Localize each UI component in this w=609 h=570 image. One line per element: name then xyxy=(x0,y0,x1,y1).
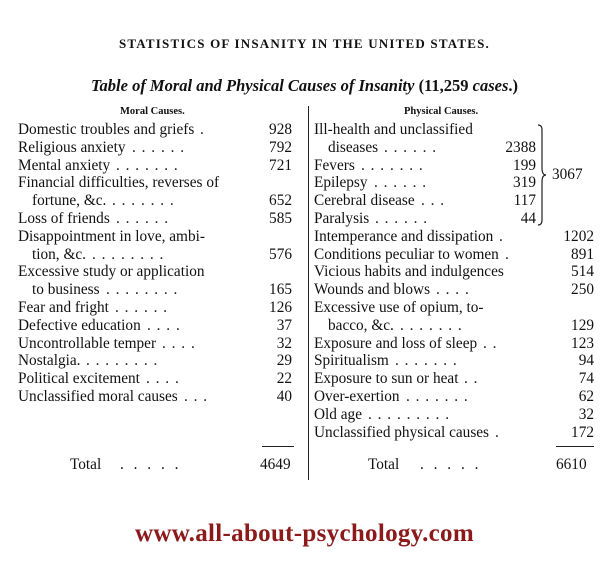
row-value: 126 xyxy=(269,298,292,316)
row-leader-dots: . . . . . . xyxy=(375,209,429,227)
moral-sum-line xyxy=(262,446,294,447)
row-value: 74 xyxy=(578,370,594,388)
table-row xyxy=(18,246,298,264)
moral-total-label: Total xyxy=(70,456,102,473)
physical-total-label: Total xyxy=(368,456,400,473)
row-leader-dots: . . . . . . xyxy=(384,138,438,156)
table-row xyxy=(18,352,298,370)
row-value: 129 xyxy=(571,316,594,334)
row-leader-dots: . . . . xyxy=(162,334,196,352)
physical-sum-line xyxy=(556,446,594,447)
row-value: 117 xyxy=(513,192,536,210)
row-leader-dots: . . . . . . . . xyxy=(92,245,165,263)
row-leader-dots: . . . . . . xyxy=(374,174,428,192)
row-leader-dots: . . . xyxy=(184,387,209,405)
row-label: Uncontrollable temper xyxy=(18,334,157,352)
row-label: Religious anxiety xyxy=(18,138,126,156)
table-row xyxy=(18,121,298,139)
row-leader-dots: . . . . . . . xyxy=(112,192,175,210)
table-row xyxy=(314,139,594,157)
row-leader-dots: . . . . . . xyxy=(115,298,169,316)
row-label: Political excitement xyxy=(18,370,140,388)
moral-column-title: Moral Causes. xyxy=(120,106,185,117)
row-value: 1202 xyxy=(563,227,594,245)
row-value: 652 xyxy=(269,192,292,210)
row-label: Fear and fright xyxy=(18,298,109,316)
brace-icon xyxy=(537,124,547,226)
row-label: diseases xyxy=(328,138,379,156)
subheading-title: Table of Moral and Physical Causes of Insanity xyxy=(90,76,415,95)
row-label: Epilepsy xyxy=(314,174,368,192)
row-value: 319 xyxy=(513,174,536,192)
table-row xyxy=(314,388,594,406)
row-value: 928 xyxy=(269,121,292,138)
table-row xyxy=(18,192,298,210)
row-value: 123 xyxy=(571,334,594,352)
row-label: to business xyxy=(32,281,100,299)
table-row xyxy=(314,370,594,388)
row-value: 62 xyxy=(578,387,594,405)
table-row xyxy=(314,424,594,442)
row-value: 32 xyxy=(578,405,594,423)
physical-total-dots: . . . . . xyxy=(420,456,482,473)
table-row xyxy=(18,299,298,317)
row-leader-dots: . xyxy=(499,227,504,245)
row-label: Mental anxiety xyxy=(18,156,111,174)
row-value: 2388 xyxy=(505,138,536,156)
table-row xyxy=(18,228,298,246)
row-label: bacco, &c. xyxy=(328,316,394,334)
row-leader-dots: . . . . . . . . xyxy=(106,281,179,299)
case-count-close: .) xyxy=(508,76,519,95)
row-label: Old age xyxy=(314,405,362,423)
row-label: Loss of friends xyxy=(18,209,110,227)
row-leader-dots: . . . . . . . xyxy=(400,316,463,334)
table-row xyxy=(314,317,594,335)
row-value: 22 xyxy=(276,370,292,388)
row-value: 792 xyxy=(269,138,292,156)
row-leader-dots: . . . . . . . . . xyxy=(368,405,451,423)
row-value: 721 xyxy=(269,156,292,174)
table-row xyxy=(314,299,594,317)
row-leader-dots: . . xyxy=(464,370,479,388)
table-row xyxy=(18,210,298,228)
row-label: Domestic troubles and griefs xyxy=(18,121,195,138)
row-value: 32 xyxy=(276,334,292,352)
row-value: 94 xyxy=(578,352,594,370)
physical-total-value: 6610 xyxy=(556,456,587,473)
table-row xyxy=(18,263,298,281)
row-leader-dots: . . . . . . . xyxy=(395,352,458,370)
table-row xyxy=(18,157,298,175)
row-label: Excessive study or application xyxy=(18,263,205,281)
table-row xyxy=(314,352,594,370)
table-row xyxy=(314,210,594,228)
row-label: Over-exertion xyxy=(314,387,400,405)
table-row xyxy=(18,370,298,388)
row-value: 250 xyxy=(571,281,594,299)
moral-total-value: 4649 xyxy=(260,456,291,473)
table-row xyxy=(314,121,594,139)
row-value: 40 xyxy=(276,387,292,405)
moral-total-dots: . . . . . xyxy=(120,456,182,473)
column-divider xyxy=(308,106,309,480)
footer-url: www.all-about-psychology.com xyxy=(135,520,474,547)
row-leader-dots: . . . . . . xyxy=(132,138,186,156)
row-label: Exposure and loss of sleep xyxy=(314,334,478,352)
row-leader-dots: . xyxy=(505,245,510,263)
row-label: Vicious habits and indulgences xyxy=(314,263,504,281)
row-value: 576 xyxy=(269,245,292,263)
row-label: Fevers xyxy=(314,156,355,174)
row-value: 514 xyxy=(571,263,594,281)
row-leader-dots: . . . . xyxy=(146,370,180,388)
table-row xyxy=(18,335,298,353)
row-label: Intemperance and dissipation xyxy=(314,227,494,245)
row-leader-dots: . xyxy=(200,121,205,138)
table-row xyxy=(18,174,298,192)
row-label: Spiritualism xyxy=(314,352,389,370)
moral-causes-column xyxy=(18,121,298,406)
row-value: 44 xyxy=(520,209,536,227)
case-count xyxy=(419,76,518,95)
table-row xyxy=(18,281,298,299)
row-label: Conditions peculiar to women xyxy=(314,245,499,263)
row-leader-dots: . . . . . . . . xyxy=(86,352,159,370)
row-value: 199 xyxy=(513,156,536,174)
row-leader-dots: . . xyxy=(483,334,498,352)
row-label: Disappointment in love, ambi- xyxy=(18,227,205,245)
row-label: Wounds and blows xyxy=(314,281,431,299)
row-label: Excessive use of opium, to- xyxy=(314,298,484,316)
row-leader-dots: . . . . xyxy=(147,316,181,334)
row-label: Unclassified physical causes xyxy=(314,423,490,441)
row-label: Defective education xyxy=(18,316,141,334)
combined-value: 3067 xyxy=(552,166,583,183)
row-label: Ill-health and unclassified xyxy=(314,121,473,138)
row-leader-dots: . . . . xyxy=(436,281,470,299)
table-row xyxy=(314,263,594,281)
table-row xyxy=(314,246,594,264)
row-leader-dots: . . . xyxy=(421,192,446,210)
row-value: 891 xyxy=(571,245,594,263)
row-leader-dots: . xyxy=(495,423,500,441)
row-label: Nostalgia. xyxy=(18,352,81,370)
row-label: fortune, &c. xyxy=(32,192,107,210)
physical-column-title: Physical Causes. xyxy=(404,106,479,117)
table-row xyxy=(314,228,594,246)
table-row xyxy=(314,281,594,299)
table-heading: STATISTICS OF INSANITY IN THE UNITED STATES. xyxy=(118,36,491,51)
row-leader-dots: . . . . . . . xyxy=(361,156,424,174)
case-count-open: (11,259 xyxy=(418,76,473,95)
row-label: Unclassified moral causes xyxy=(18,387,178,405)
row-value: 37 xyxy=(276,316,292,334)
row-label: Paralysis xyxy=(314,209,370,227)
table-row xyxy=(18,388,298,406)
table-row xyxy=(18,317,298,335)
row-leader-dots: . . . . . . xyxy=(116,209,170,227)
table-row xyxy=(314,192,594,210)
table-subheading xyxy=(0,76,609,96)
case-count-word: cases xyxy=(472,76,509,95)
row-value: 29 xyxy=(276,352,292,370)
row-value: 172 xyxy=(571,423,594,441)
table-row xyxy=(314,335,594,353)
row-leader-dots: . . . . . . . xyxy=(406,387,469,405)
table-row xyxy=(314,406,594,424)
row-leader-dots: . . . . . . . xyxy=(116,156,179,174)
row-value: 165 xyxy=(269,281,292,299)
table-row xyxy=(18,139,298,157)
row-label: tion, &c. xyxy=(32,245,86,263)
row-value: 585 xyxy=(269,209,292,227)
row-label: Cerebral disease xyxy=(314,192,415,210)
row-label: Financial difficulties, reverses of xyxy=(18,174,220,192)
row-label: Exposure to sun or heat xyxy=(314,370,459,388)
